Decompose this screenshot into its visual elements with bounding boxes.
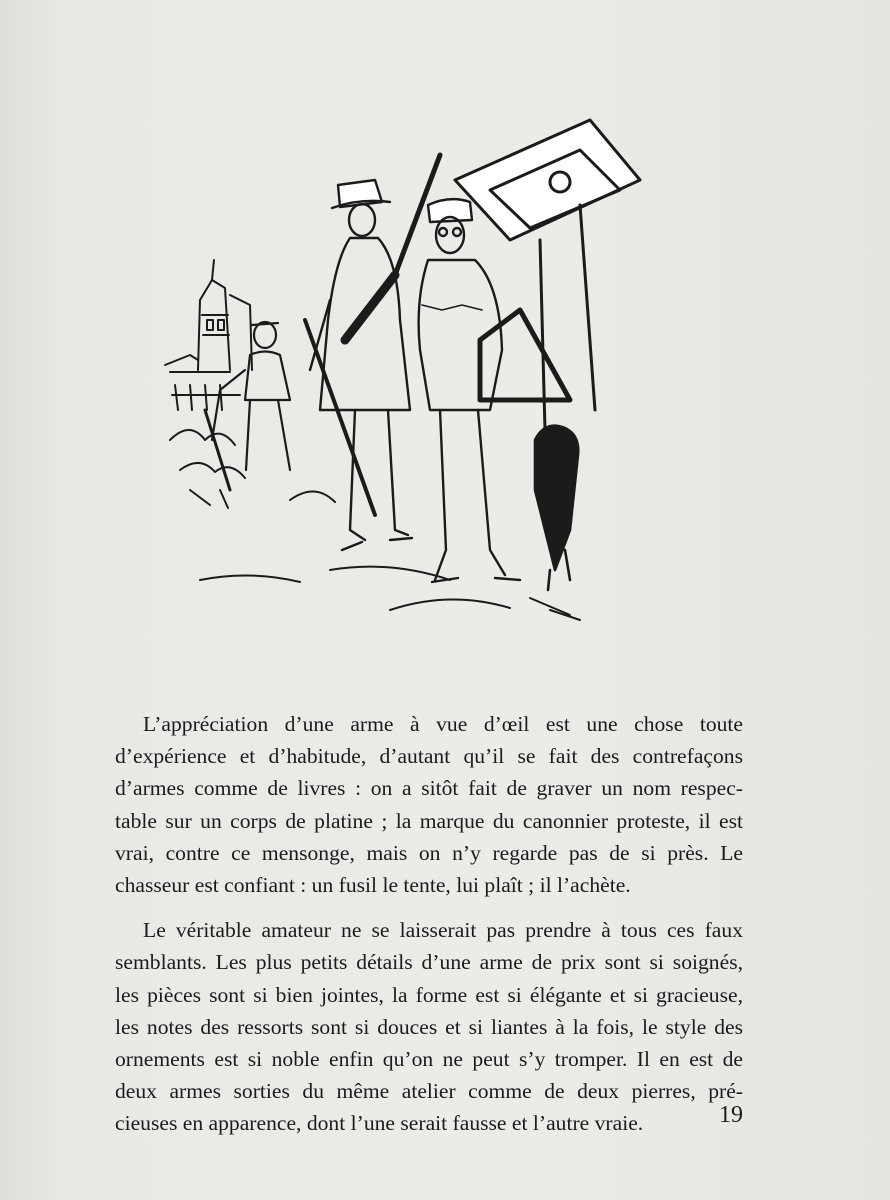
illustration-dog: [535, 426, 578, 590]
illustration-building: [165, 260, 252, 410]
text-line: d’armes comme de livres : on a sitôt fait de graver un nom respec-: [115, 776, 743, 801]
text-line: les pièces sont si bien jointes, la forme est si élégante et si gracieuse,: [115, 982, 743, 1007]
text-line: table sur un corps de platine ; la marque du canonnier proteste, il est: [115, 808, 743, 833]
text-line: deux armes sorties du même atelier comme de deux pierres, pré-: [115, 1079, 743, 1104]
illustration-man-with-cap: [419, 199, 520, 582]
text-line: d’expérience et d’habitude, d’autant qu’il se fait des contrefaçons: [115, 744, 743, 769]
ink-illustration-hunters: [150, 110, 650, 630]
illustration-vegetation: [170, 430, 335, 508]
illustration-easel-target: [455, 120, 640, 430]
body-text: [115, 708, 743, 1140]
illustration-ground: [200, 567, 580, 620]
text-line: Le véritable amateur ne se laisserait pas prendre à tous ces faux: [143, 918, 743, 943]
text-line: chasseur est confiant : un fusil le tente, lui plaît ; il l’achète.: [115, 873, 631, 898]
text-line: ornements est si noble enfin qu’on ne peut s’y tromper. Il en est de: [115, 1047, 743, 1072]
text-line: cieuses en apparence, dont l’une serait fausse et l’autre vraie.: [115, 1111, 644, 1136]
text-line: vrai, contre ce mensonge, mais on n’y regarde pas de si près. Le: [115, 840, 743, 865]
paragraph-2: [115, 914, 743, 1139]
text-line: L’appréciation d’une arme à vue d’œil est une chose toute: [143, 712, 743, 736]
illustration-farmer: [205, 322, 290, 490]
paragraph-1: [115, 708, 743, 901]
text-line: semblants. Les plus petits détails d’une arme de prix sont si soignés,: [115, 950, 743, 975]
page-number: 19: [719, 1102, 743, 1128]
text-line: les notes des ressorts sont si douces et si liantes à la fois, le style des: [115, 1014, 743, 1039]
